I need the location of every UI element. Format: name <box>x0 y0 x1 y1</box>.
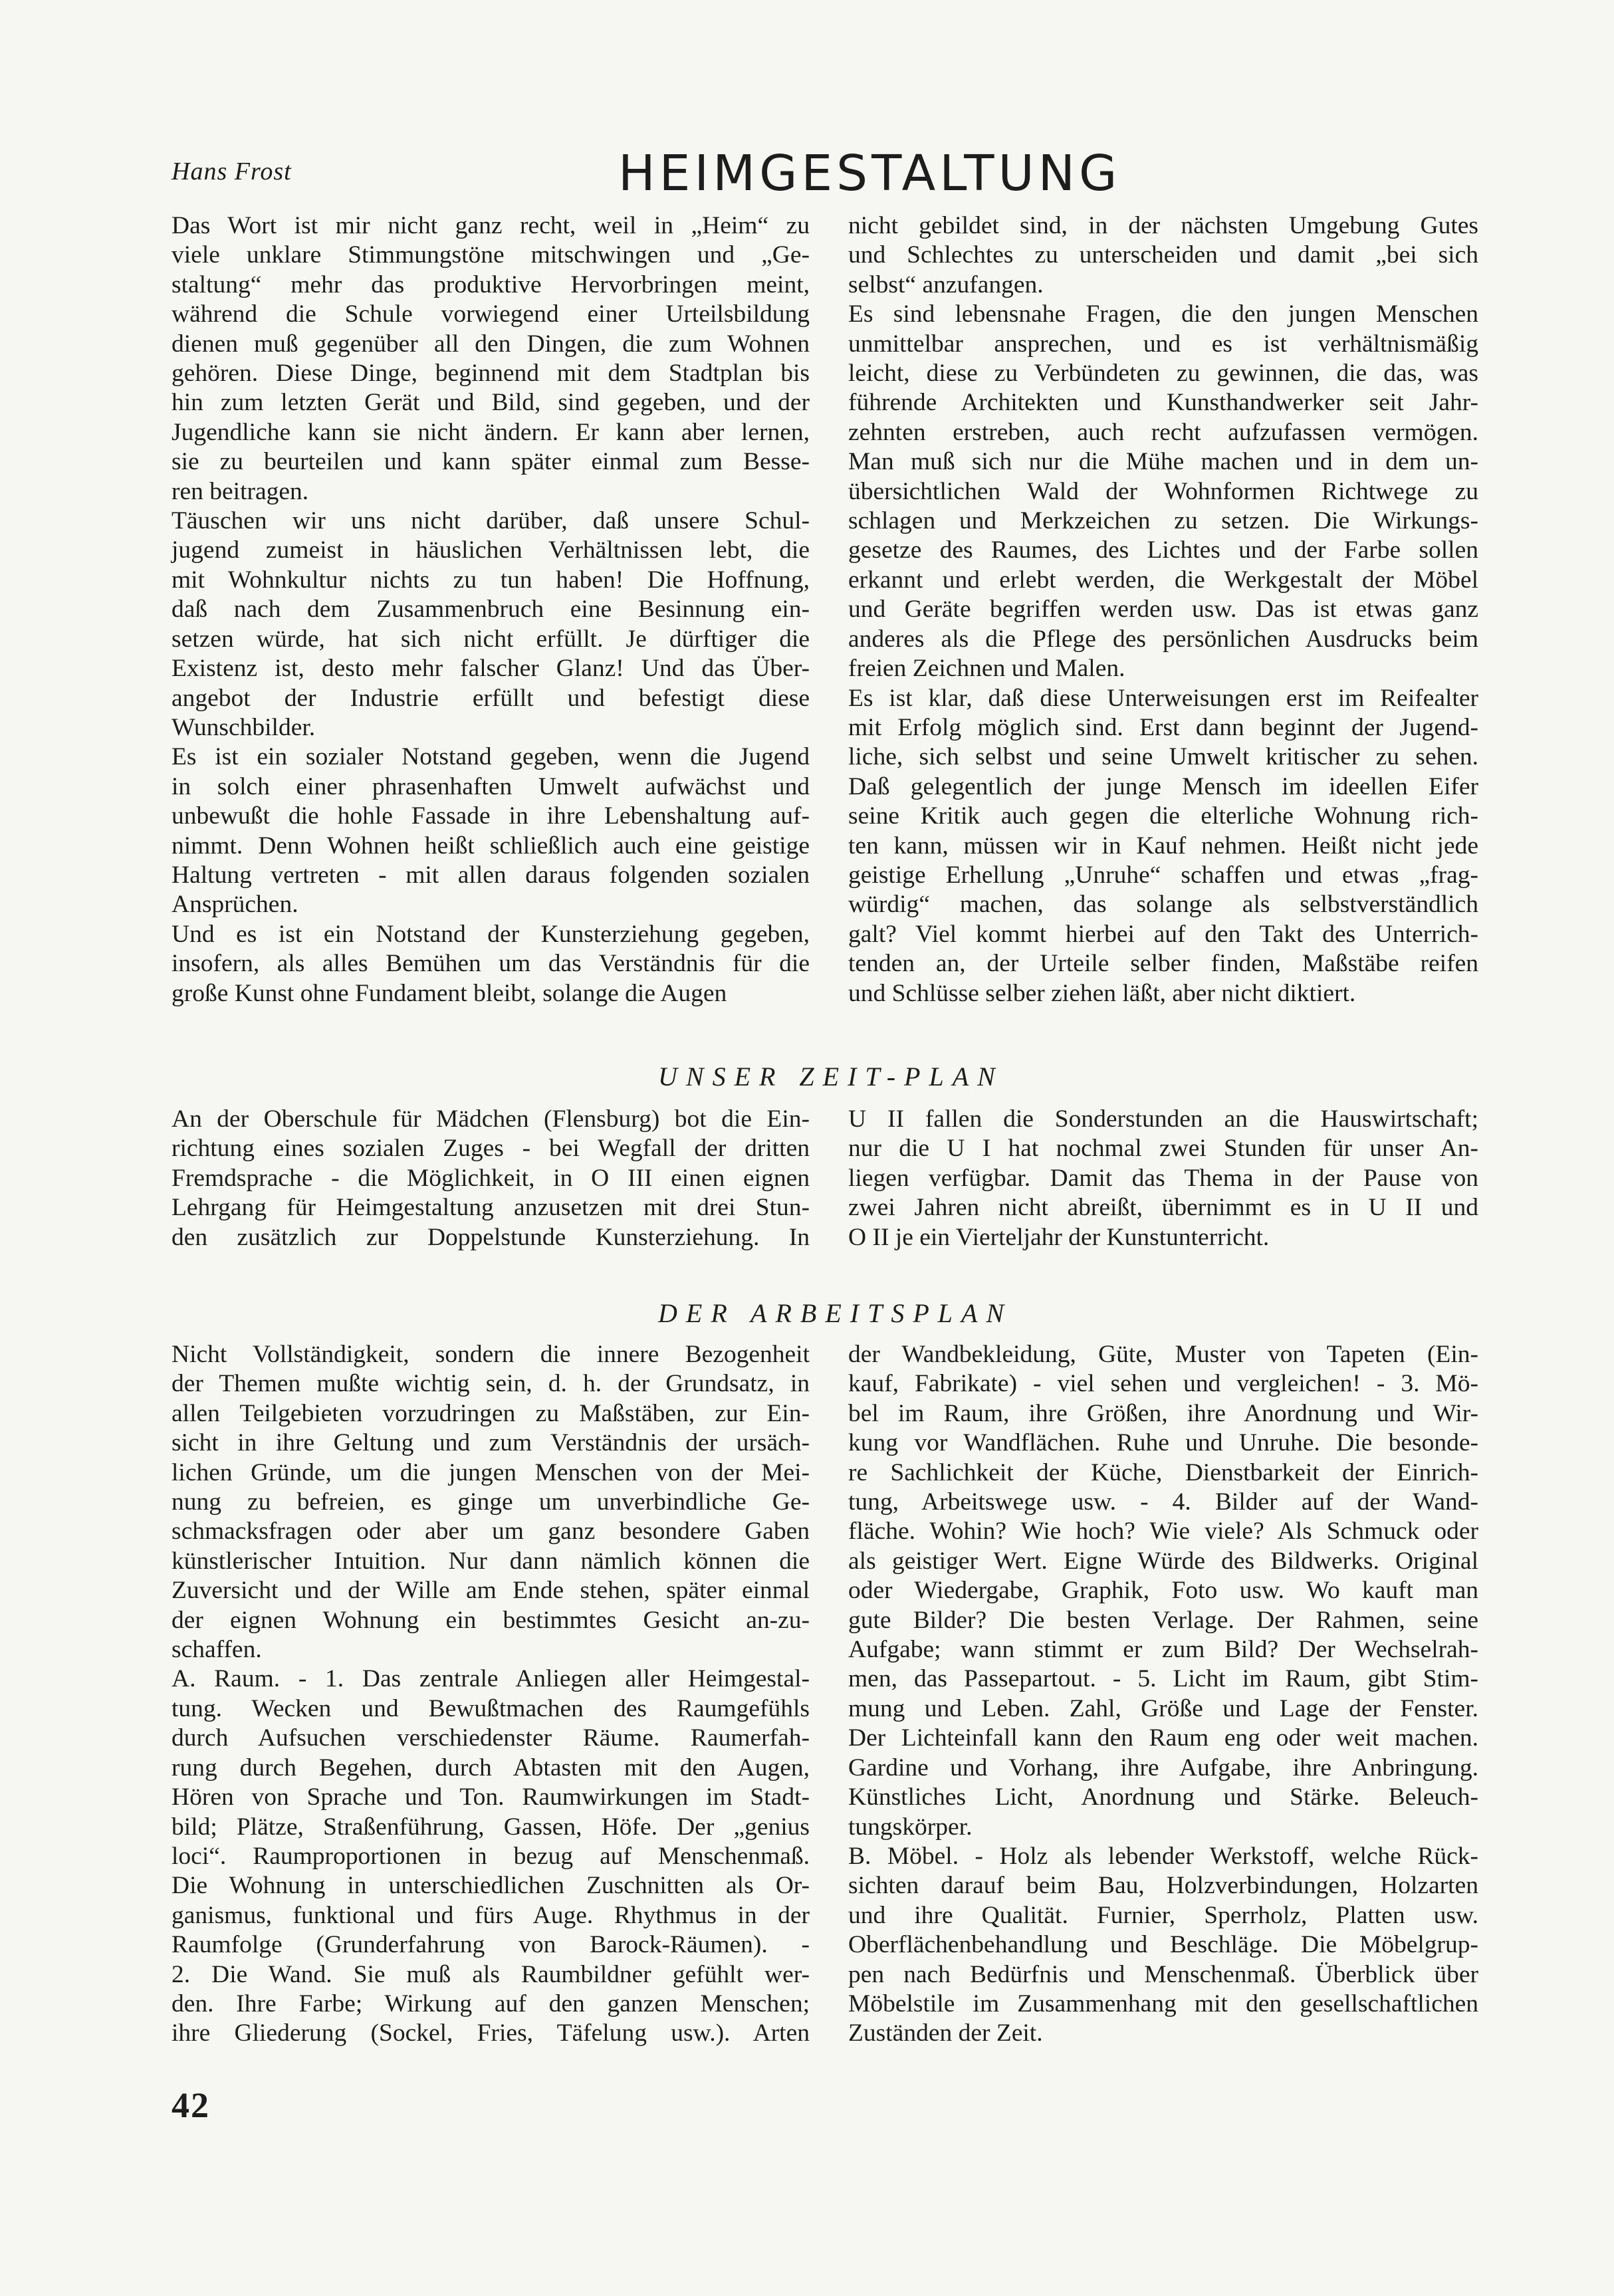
text-line: nur die U I hat nochmal zwei Stunden für unser An- <box>848 1135 1478 1163</box>
text-line: jugend zumeist in häuslichen Verhältnissen lebt, die <box>172 536 810 564</box>
text-line: schmacksfragen oder aber um ganz besondere Gaben <box>172 1518 810 1546</box>
text-line: angebot der Industrie erfüllt und befestigt diese <box>172 684 810 712</box>
text-line: sichten darauf beim Bau, Holzverbindungen, Holzarten <box>848 1872 1478 1900</box>
text-line: gehören. Diese Dinge, beginnend mit dem Stadtplan bis <box>172 360 810 388</box>
text-line: mit Wohnkultur nichts zu tun haben! Die Hoffnung, <box>172 566 810 594</box>
text-line: rung durch Begehen, durch Abtasten mit den Augen, <box>172 1754 810 1781</box>
text-line: liche, sich selbst und seine Umwelt kritischer zu sehen. <box>848 743 1478 771</box>
text-line: galt? Viel kommt hierbei auf den Takt des Unterrich- <box>848 920 1478 948</box>
text-line: bild; Plätze, Straßenführung, Gassen, Höfe. Der „genius <box>172 1813 810 1841</box>
text-line: künstlerischer Intuition. Nur dann nämlich können die <box>172 1547 810 1575</box>
text-line: Künstliches Licht, Anordnung und Stärke. Beleuch- <box>848 1783 1478 1811</box>
text-line: tung, Arbeitswege usw. - 4. Bilder auf der Wand- <box>848 1488 1478 1516</box>
arbeitsplan-left-column <box>172 1340 810 2049</box>
text-line: zehnten erstreben, auch recht aufzufassen vermögen. <box>848 418 1478 446</box>
text-line: A. Raum. - 1. Das zentrale Anliegen aller Heimgestal- <box>172 1665 810 1693</box>
text-line: viele unklare Stimmungstöne mitschwingen und „Ge- <box>172 241 810 269</box>
text-line: Es ist ein sozialer Notstand gegeben, wenn die Jugend <box>172 743 810 771</box>
text-line: würdig“ machen, das solange als selbstverständlich <box>848 891 1478 919</box>
text-line: ganismus, funktional und fürs Auge. Rhythmus in der <box>172 1901 810 1929</box>
text-line: geistige Erhellung „Unruhe“ schaffen und etwas „frag- <box>848 861 1478 889</box>
text-line: allen Teilgebieten vorzudringen zu Maßstäben, zur Ein- <box>172 1399 810 1427</box>
text-line: pen nach Bedürfnis und Menschenmaß. Überblick über <box>848 1960 1478 1988</box>
text-line: tungskörper. <box>848 1813 973 1841</box>
text-line: Jugendliche kann sie nicht ändern. Er kann aber lernen, <box>172 418 810 446</box>
text-line: führende Architekten und Kunsthandwerker seit Jahr- <box>848 389 1478 417</box>
text-line: tenden an, der Urteile selber finden, Maßstäbe reifen <box>848 950 1478 978</box>
text-line: Hören von Sprache und Ton. Raumwirkungen im Stadt- <box>172 1783 810 1811</box>
text-line: Das Wort ist mir nicht ganz recht, weil in „Heim“ zu <box>172 212 810 239</box>
text-line: kauf, Fabrikate) - viel sehen und vergleichen! - 3. Mö- <box>848 1370 1478 1398</box>
text-line: loci“. Raumproportionen in bezug auf Menschenmaß. <box>172 1842 810 1870</box>
text-line: erkannt und erlebt werden, die Werkgestalt der Möbel <box>848 566 1478 594</box>
text-line: men, das Passepartout. - 5. Licht im Raum, gibt Stim- <box>848 1665 1478 1693</box>
text-line: schaffen. <box>172 1636 262 1664</box>
text-line: nung zu befreien, es ginge um unverbindliche Ge- <box>172 1488 810 1516</box>
text-line: Existenz ist, desto mehr falscher Glanz! Und das Über- <box>172 655 810 683</box>
text-line: freien Zeichnen und Malen. <box>848 655 1125 683</box>
text-line: unbewußt die hohle Fassade in ihre Lebenshaltung auf- <box>172 802 810 830</box>
text-line: große Kunst ohne Fundament bleibt, solange die Augen <box>172 979 727 1007</box>
text-line: staltung“ mehr das produktive Hervorbringen meint, <box>172 271 810 298</box>
text-line: Fremdsprache - die Möglichkeit, in O III einen eignen <box>172 1164 810 1192</box>
text-line: lichen Gründe, um die jungen Menschen von der Mei- <box>172 1458 810 1486</box>
intro-right-column <box>848 211 1478 1008</box>
text-line: insofern, als alles Bemühen um das Verständnis für die <box>172 950 810 978</box>
text-line: tung. Wecken und Bewußtmachen des Raumgefühls <box>172 1694 810 1722</box>
text-line: Lehrgang für Heimgestaltung anzusetzen mit drei Stun- <box>172 1194 810 1222</box>
text-line: B. Möbel. - Holz als lebender Werkstoff, welche Rück- <box>848 1842 1478 1870</box>
text-line: hin zum letzten Gerät und Bild, sind gegeben, und der <box>172 389 810 417</box>
text-line: daß nach dem Zusammenbruch eine Besinnung ein- <box>172 596 810 624</box>
text-line: selbst“ anzufangen. <box>848 271 1044 298</box>
text-line: Man muß sich nur die Mühe machen und in dem un- <box>848 448 1478 476</box>
text-line: An der Oberschule für Mädchen (Flensburg) bot die Ein- <box>172 1105 810 1133</box>
zeitplan-right-column <box>848 1105 1478 1252</box>
text-line: Zuständen der Zeit. <box>848 2019 1043 2047</box>
text-line: zwei Jahren nicht abreißt, übernimmt es in U II und <box>848 1194 1478 1222</box>
text-line: mung und Leben. Zahl, Größe und Lage der Fenster. <box>848 1694 1478 1722</box>
text-line: 2. Die Wand. Sie muß als Raumbildner gefühlt wer- <box>172 1960 810 1988</box>
text-line: nimmt. Denn Wohnen heißt schließlich auch eine geistige <box>172 832 810 860</box>
text-line: der Themen mußte wichtig sein, d. h. der Grundsatz, in <box>172 1370 810 1398</box>
text-line: setzen würde, hat sich nicht erfüllt. Je dürftiger die <box>172 625 810 653</box>
text-line: fläche. Wohin? Wie hoch? Wie viele? Als Schmuck oder <box>848 1518 1478 1546</box>
section-heading-zeitplan: UNSER ZEIT-PLAN <box>658 1062 1004 1091</box>
text-line: Aufgabe; wann stimmt er zum Bild? Der Wechselrah- <box>848 1636 1478 1664</box>
text-line: schlagen und Merkzeichen zu setzen. Die Wirkungs- <box>848 507 1478 535</box>
text-line: Möbelstile im Zusammenhang mit den gesellschaftlichen <box>848 1990 1478 2017</box>
section-heading-arbeitsplan: DER ARBEITSPLAN <box>658 1298 1013 1328</box>
text-line: seine Kritik auch gegen die elterliche Wohnung rich- <box>848 802 1478 830</box>
text-line: oder Wiedergabe, Graphik, Foto usw. Wo kauft man <box>848 1577 1478 1605</box>
text-line: ten kann, müssen wir in Kauf nehmen. Heißt nicht jede <box>848 832 1478 860</box>
text-line: U II fallen die Sonderstunden an die Hauswirtschaft; <box>848 1105 1478 1133</box>
text-line: nicht gebildet sind, in der nächsten Umgebung Gutes <box>848 212 1478 239</box>
text-line: Es ist klar, daß diese Unterweisungen erst im Reifealter <box>848 684 1478 712</box>
text-line: der eignen Wohnung ein bestimmtes Gesicht an-zu- <box>172 1606 810 1634</box>
text-line: übersichtlichen Wald der Wohnformen Richtwege zu <box>848 477 1478 505</box>
author-name: Hans Frost <box>172 158 292 185</box>
text-line: und ihre Qualität. Furnier, Sperrholz, Platten usw. <box>848 1901 1478 1929</box>
text-line: Nicht Vollständigkeit, sondern die innere Bezogenheit <box>172 1341 810 1368</box>
text-line: und Geräte begriffen werden usw. Das ist etwas ganz <box>848 596 1478 624</box>
text-line: unmittelbar ansprechen, und es ist verhältnismäßig <box>848 330 1478 358</box>
text-line: sie zu beurteilen und kann später einmal zum Besse- <box>172 448 810 476</box>
text-line: re Sachlichkeit der Küche, Dienstbarkeit der Einrich- <box>848 1458 1478 1486</box>
text-line: und Schlechtes zu unterscheiden und damit „bei sich <box>848 241 1478 269</box>
text-line: richtung eines sozialen Zuges - bei Wegfall der dritten <box>172 1135 810 1163</box>
text-line: liegen verfügbar. Damit das Thema in der Pause von <box>848 1164 1478 1192</box>
text-line: Wunschbilder. <box>172 713 316 741</box>
text-line: kung vor Wandflächen. Ruhe und Unruhe. Die besonde- <box>848 1429 1478 1457</box>
text-line: Gardine und Vorhang, ihre Aufgabe, ihre Anbringung. <box>848 1754 1478 1781</box>
text-line: anderes als die Pflege des persönlichen Ausdrucks beim <box>848 625 1478 653</box>
text-line: Der Lichteinfall kann den Raum eng oder weit machen. <box>848 1724 1478 1752</box>
text-line: als geistiger Wert. Eigne Würde des Bildwerks. Original <box>848 1547 1478 1575</box>
text-line: durch Aufsuchen verschiedenster Räume. Raumerfah- <box>172 1724 810 1752</box>
text-line: Die Wohnung in unterschiedlichen Zuschnitten als Or- <box>172 1872 810 1900</box>
text-line: ihre Gliederung (Sockel, Fries, Täfelung usw.). Arten <box>172 2019 810 2047</box>
text-line: den zusätzlich zur Doppelstunde Kunsterziehung. In <box>172 1223 810 1251</box>
text-line: Daß gelegentlich der junge Mensch im ideellen Eifer <box>848 772 1478 800</box>
page-number: 42 <box>172 2085 210 2125</box>
text-line: Täuschen wir uns nicht darüber, daß unsere Schul- <box>172 507 810 535</box>
text-line: Zuversicht und der Wille am Ende stehen, später einmal <box>172 1577 810 1605</box>
text-line: Oberflächenbehandlung und Beschläge. Die Möbelgrup- <box>848 1931 1478 1959</box>
text-line: der Wandbekleidung, Güte, Muster von Tapeten (Ein- <box>848 1341 1478 1368</box>
text-line: während die Schule vorwiegend einer Urteilsbildung <box>172 300 810 328</box>
zeitplan-left-column <box>172 1105 810 1252</box>
text-line: leicht, diese zu Verbündeten zu gewinnen, die das, was <box>848 360 1478 388</box>
text-line: Haltung vertreten - mit allen daraus folgenden sozialen <box>172 861 810 889</box>
text-line: dienen muß gegenüber all den Dingen, die zum Wohnen <box>172 330 810 358</box>
text-line: gute Bilder? Die besten Verlage. Der Rahmen, seine <box>848 1606 1478 1634</box>
text-line: mit Erfolg möglich sind. Erst dann beginnt der Jugend- <box>848 713 1478 741</box>
intro-left-column <box>172 211 810 1008</box>
text-line: Es sind lebensnahe Fragen, die den jungen Menschen <box>848 300 1478 328</box>
text-line: den. Ihre Farbe; Wirkung auf den ganzen Menschen; <box>172 1990 810 2017</box>
text-line: bel im Raum, ihre Größen, ihre Anordnung und Wir- <box>848 1399 1478 1427</box>
text-line: Ansprüchen. <box>172 891 298 919</box>
text-line: ren beitragen. <box>172 477 309 505</box>
text-line: in solch einer phrasenhaften Umwelt aufwächst und <box>172 772 810 800</box>
text-line: Und es ist ein Notstand der Kunsterziehung gegeben, <box>172 920 810 948</box>
text-line: gesetze des Raumes, des Lichtes und der Farbe sollen <box>848 536 1478 564</box>
article-title: HEIMGESTALTUNG <box>618 145 1121 202</box>
text-line: und Schlüsse selber ziehen läßt, aber nicht diktiert. <box>848 979 1356 1007</box>
text-line: O II je ein Vierteljahr der Kunstunterricht. <box>848 1223 1270 1251</box>
text-line: sicht in ihre Geltung und zum Verständnis der ursäch- <box>172 1429 810 1457</box>
text-line: Raumfolge (Grunderfahrung von Barock-Räumen). - <box>172 1931 810 1959</box>
arbeitsplan-right-column <box>848 1340 1478 2049</box>
